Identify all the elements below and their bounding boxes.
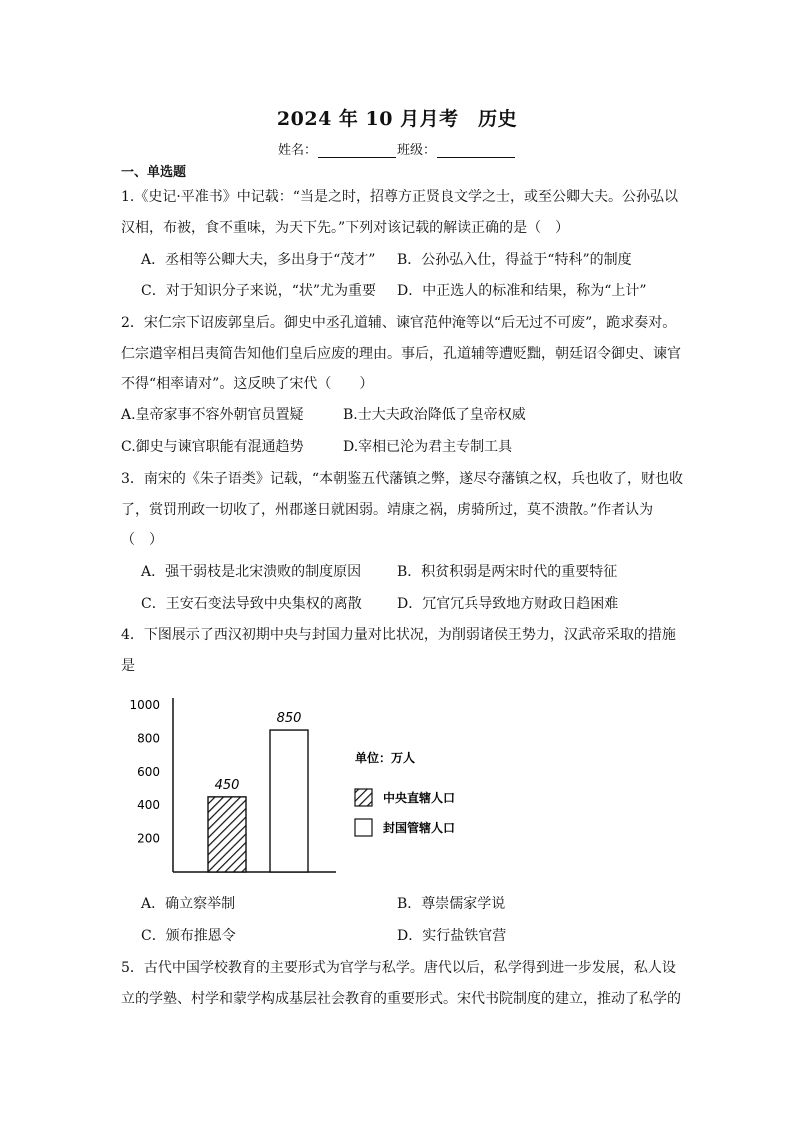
q2-option-d[interactable]: D.宰相已沦为君主专制工具 [343,439,513,455]
page-title: 2024 年 10 月月考 历史 [276,108,518,130]
q3-option-d[interactable]: D．冗官冗兵导致地方财政日趋困难 [397,596,619,612]
q2-option-b[interactable]: B.士大夫政治降低了皇帝权威 [343,407,526,423]
bar-central-population [208,797,246,872]
legend-swatch-hatched [355,789,372,806]
bar-value-label: 450 [214,777,240,793]
q2-option-c[interactable]: C.御史与谏官职能有混通趋势 [121,439,304,455]
q4-option-b[interactable]: B．尊崇儒家学说 [397,896,506,912]
y-tick-label: 800 [137,731,160,746]
q1-option-a[interactable]: A．丞相等公卿大夫，多出身于“茂才” [141,252,376,268]
q4-line-2: 是 [121,658,135,674]
section-heading: 一、单选题 [121,165,187,180]
q4-option-a[interactable]: A．确立察举制 [141,896,236,912]
q2-line-3: 不得“相率请对”。这反映了宋代（ ） [121,376,374,392]
student-info [0,139,794,158]
name-blank[interactable] [318,145,396,158]
q5-line-2: 立的学塾、村学和蒙学构成基层社会教育的重要形式。宋代书院制度的建立，推动了私学的 [121,991,681,1007]
y-tick-label: 600 [137,764,160,779]
class-label: 班级： [397,143,437,158]
q1-option-d[interactable]: D．中正选人的标准和结果，称为“上计” [397,283,647,299]
q4-option-d[interactable]: D．实行盐铁官营 [397,928,507,944]
q1-line-1: 1.《史记·平准书》中记载：“当是之时，招尊方正贤良文学之士，或至公卿大夫。公孙弘以 [121,189,678,205]
bars [208,730,308,872]
q3-option-b[interactable]: B．积贫积弱是两宋时代的重要特征 [397,564,618,580]
y-tick-label: 200 [137,831,160,846]
legend-label: 中央直辖人口 [383,791,456,805]
name-label: 姓名： [277,143,317,158]
q1-option-b[interactable]: B．公孙弘入仕，得益于“特科”的制度 [397,252,632,268]
q2-line-2: 仁宗遣宰相吕夷简告知他们皇后应废的理由。事后，孔道辅等遭贬黜，朝廷诏令御史、谏官 [121,346,681,362]
q2-line-1: 2．宋仁宗下诏废郭皇后。御史中丞孔道辅、谏官范仲淹等以“后无过不可废”，跪求奏对。 [121,315,677,331]
q4-line-1: 4．下图展示了西汉初期中央与封国力量对比状况，为削弱诸侯王势力，汉武帝采取的措施 [121,627,676,643]
y-tick-label: 400 [137,798,160,813]
q3-option-c[interactable]: C．王安石变法导致中央集权的离散 [141,596,362,612]
q3-line-3: （ ） [121,532,163,548]
q3-option-a[interactable]: A．强干弱枝是北宋溃败的制度原因 [141,564,362,580]
legend-label: 封国管辖人口 [383,821,456,835]
q3-line-2: 了，赏罚刑政一切收了，州郡遂日就困弱。靖康之祸，虏骑所过，莫不溃散。”作者认为 [121,502,654,518]
q1-line-2: 汉相，布被，食不重味，为天下先。”下列对该记载的解读正确的是（ ） [121,220,570,236]
q5-line-1: 5．古代中国学校教育的主要形式为官学与私学。唐代以后，私学得到进一步发展，私人设 [121,960,676,976]
q1-option-c[interactable]: C．对于知识分子来说，“状”尤为重要 [141,283,377,299]
chart-unit-label: 单位：万人 [355,751,416,765]
legend-swatch-plain [355,819,372,836]
y-tick-label: 1000 [129,698,160,712]
q2-option-a[interactable]: A.皇帝家事不容外朝官员置疑 [121,407,304,423]
bar-value-label: 850 [276,711,302,727]
class-blank[interactable] [437,145,515,158]
q4-option-c[interactable]: C．颁布推恩令 [141,928,236,944]
q3-line-1: 3．南宋的《朱子语类》记载，“本朝鉴五代藩镇之弊，遂尽夺藩镇之权，兵也收了，财也收 [121,471,684,487]
bar-fief-population [270,730,308,872]
population-bar-chart [128,688,488,878]
y-axis-ticks [129,698,160,846]
